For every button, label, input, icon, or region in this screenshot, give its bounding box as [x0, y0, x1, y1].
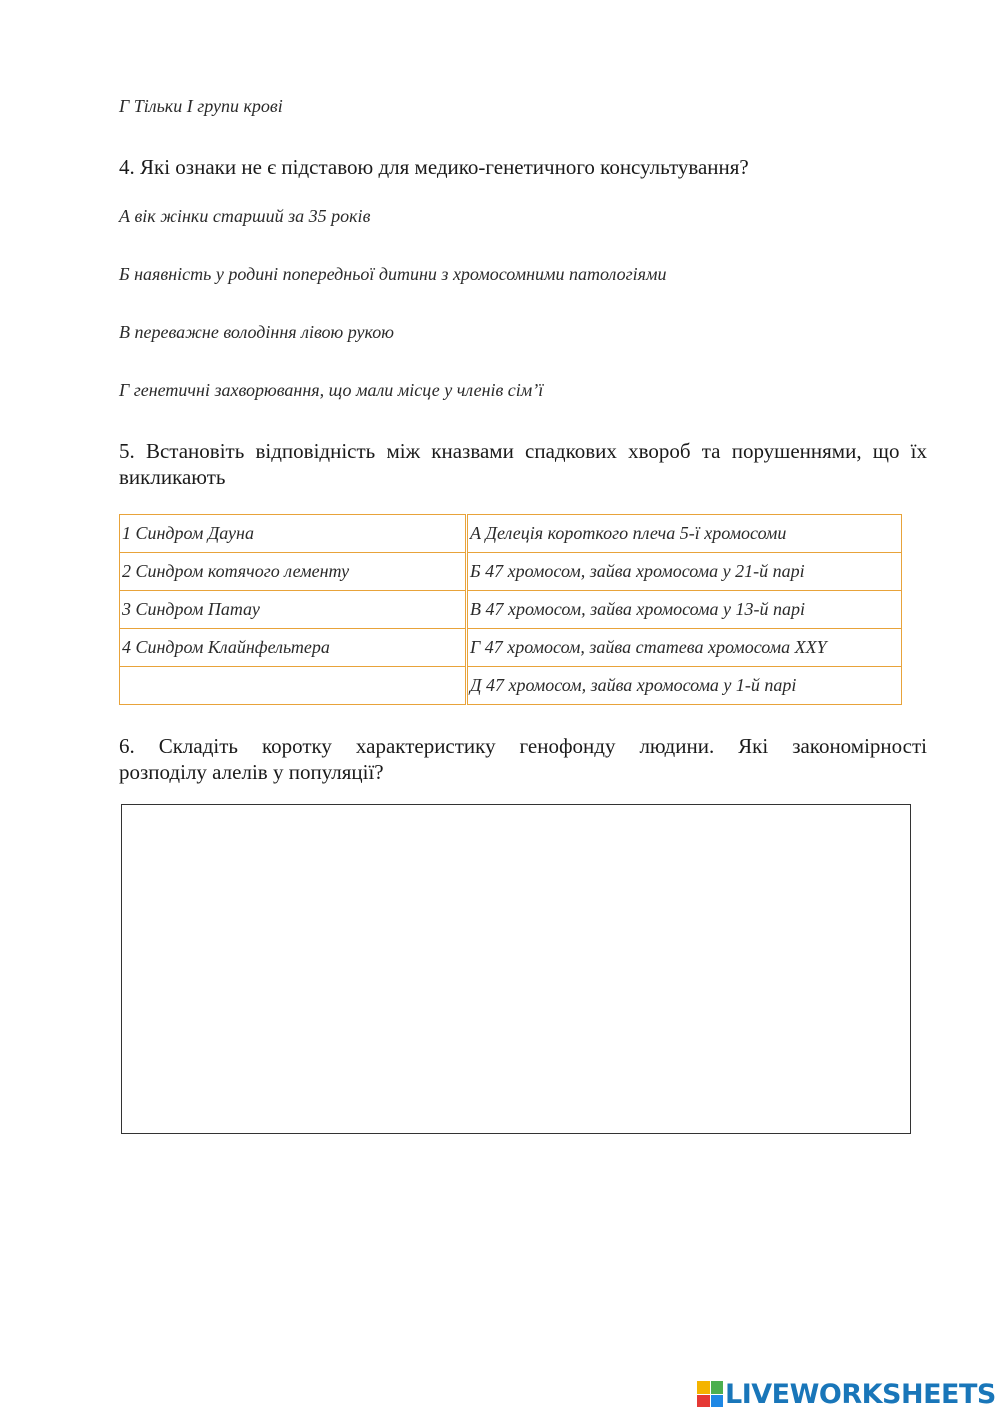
disease-cell[interactable]: 3 Синдром Патау	[120, 591, 467, 629]
q3-option-g: Г Тільки І групи крові	[119, 96, 283, 116]
disease-cell[interactable]: 1 Синдром Дауна	[120, 515, 467, 553]
question-6-line-1: 6. Складіть коротку характеристику генофонду людини. Які закономірності	[119, 734, 927, 758]
matching-table	[119, 514, 902, 705]
table-row	[120, 591, 902, 629]
table-row	[120, 629, 902, 667]
disorder-cell[interactable]: В 47 хромосом, зайва хромосома у 13-й парі	[467, 591, 902, 629]
disorder-cell[interactable]: А Делеція короткого плеча 5-ї хромосоми	[467, 515, 902, 553]
table-row	[120, 667, 902, 705]
table-row	[120, 515, 902, 553]
question-6-line-2: розподілу алелів у популяції?	[119, 760, 384, 784]
question-5-title: 5. Встановіть відповідність між кназвами спадкових хвороб та порушеннями, що їх викликають	[119, 439, 927, 489]
table-row	[120, 553, 902, 591]
q4-option-v[interactable]: В переважне володіння лівою рукою	[119, 322, 394, 342]
q6-answer-box[interactable]	[121, 804, 911, 1134]
liveworksheets-logo-icon	[697, 1381, 723, 1407]
disease-cell[interactable]: 2 Синдром котячого лементу	[120, 553, 467, 591]
disorder-cell[interactable]: Б 47 хромосом, зайва хромосома у 21-й парі	[467, 553, 902, 591]
q4-option-b[interactable]: Б наявність у родині попередньої дитини з хромосомними патологіями	[119, 264, 667, 284]
disease-cell[interactable]: 4 Синдром Клайнфельтера	[120, 629, 467, 667]
disease-cell[interactable]	[120, 667, 467, 705]
liveworksheets-logo	[697, 1378, 996, 1410]
disorder-cell[interactable]: Г 47 хромосом, зайва статева хромосома XXY	[467, 629, 902, 667]
disorder-cell[interactable]: Д 47 хромосом, зайва хромосома у 1-й парі	[467, 667, 902, 705]
logo-text: LIVEWORKSHEETS	[725, 1378, 996, 1410]
question-6-title	[119, 733, 927, 785]
q4-option-g[interactable]: Г генетичні захворювання, що мали місце у членів сім’ї	[119, 380, 544, 400]
q4-option-a[interactable]: А вік жінки старший за 35 років	[119, 206, 371, 226]
question-4-title: 4. Які ознаки не є підставою для медико-генетичного консультування?	[119, 155, 749, 179]
